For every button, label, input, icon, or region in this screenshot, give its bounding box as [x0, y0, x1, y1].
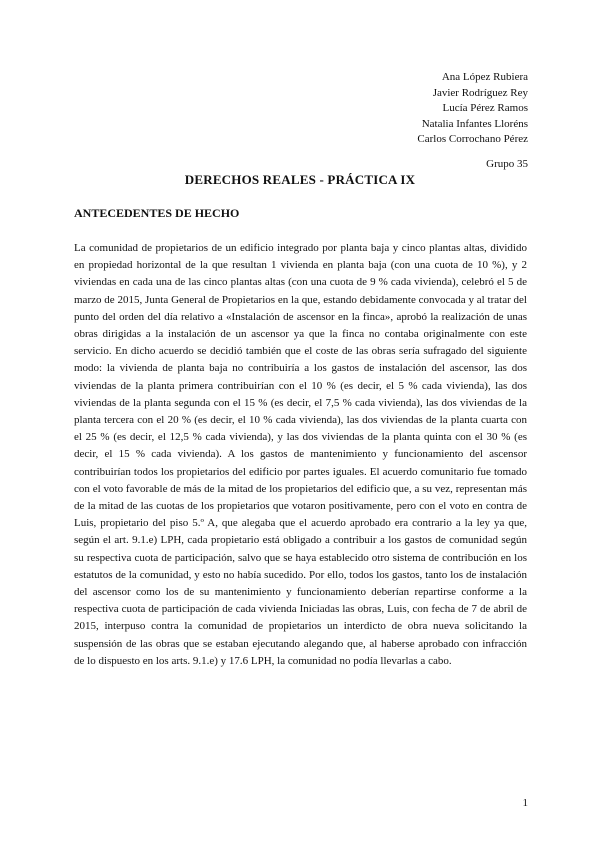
author-name: Carlos Corrochano Pérez [417, 133, 528, 146]
author-name: Javier Rodríguez Rey [432, 86, 528, 99]
author-name: Lucía Pérez Ramos [442, 102, 528, 115]
group-label: Grupo 35 [486, 158, 528, 170]
page-number: 1 [522, 797, 528, 809]
page-title: DERECHOS REALES - PRÁCTICA IX [184, 172, 416, 187]
author-list [417, 70, 528, 148]
author-name: Natalia Infantes Lloréns [421, 117, 528, 130]
author-name: Ana López Rubiera [441, 71, 528, 83]
section-heading: ANTECEDENTES DE HECHO [74, 206, 240, 220]
body-paragraph: La comunidad de propietarios de un edificio integrado por planta baja y cinco plantas altas, dividido en propiedad horizontal de la que resultan 1 vivienda en planta baja (con una cuota de 10 %), y 2 viviendas en cada una de las cinco plantas altas (con una cuota de 9 % cada vivienda), celebró el 5 de marzo de 2015, Junta General de Propietarios en la que, estando debidamente convocada y al tratar del punto del orden del día relativo a «Instalación de ascensor en la finca», aprobó la realización de unas obras dirigidas a la instalación de un ascensor ya que la finca no contaba originalmente con este servicio. En dicho acuerdo se decidió también que el coste de las obras sería sufragado del siguiente modo: la vivienda de planta baja no contribuiría a los gastos de instalación del ascensor, las dos viviendas de la planta primera contribuirían con el 10 % (es decir, el 5 % cada vivienda), las dos viviendas de la planta segunda con el 15 % (es decir, el 7,5 % cada vivienda), las dos viviendas de la planta tercera con el 20 % (es decir, el 10 % cada vivienda), las dos viviendas de la planta cuarta con el 25 % (es decir, el 12,5 % cada vivienda), y las dos viviendas de la planta quinta con el 30 % (es decir, el 15 % cada vivienda). A los gastos de mantenimiento y funcionamiento del ascensor contribuirían todos los propietarios del edificio por partes iguales. El acuerdo comunitario fue tomado con el voto favorable de más de la mitad de los propietarios del edificio que, a su vez, representan más de la mitad de las cuotas de los propietarios que votaron positivamente, pero con el voto en contra de Luis, propietario del piso 5.º A, que alegaba que el acuerdo aprobado era contrario a la ley ya que, según el art. 9.1.e) LPH, cada propietario está obligado a contribuir a los gastos de comunidad según su respectiva cuota de participación, salvo que se haya establecido otro sistema de contribución en los estatutos de la comunidad, y esto no había sucedido. Por ello, todos los gastos, tanto los de instalación del ascensor como los de su mantenimiento y funcionamiento deberían repartirse conforme a la respectiva cuota de participación de cada vivienda Iniciadas las obras, Luis, con fecha de 7 de abril de 2015, interpuso contra la comunidad de propietarios un interdicto de obra nueva solicitando la suspensión de las obras que se estaban ejecutando alegando que, al haberse aprobado con infracción de lo dispuesto en los arts. 9.1.e) y 17.6 LPH, la comunidad no podía llevarlas a cabo. [74, 242, 527, 667]
